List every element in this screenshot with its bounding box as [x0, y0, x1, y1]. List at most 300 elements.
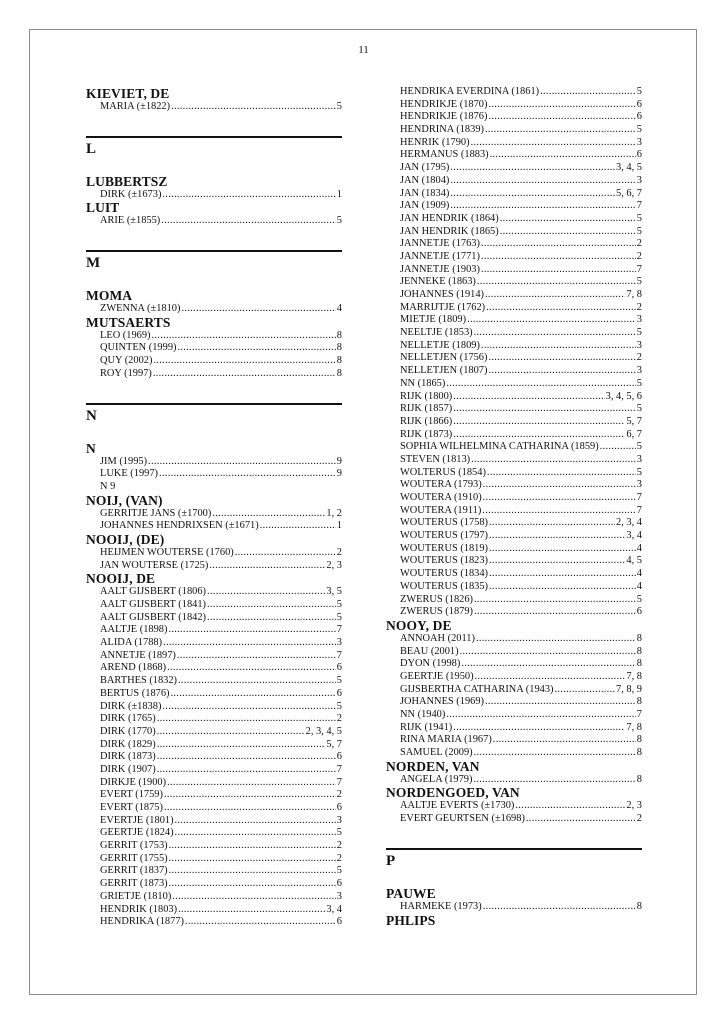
- dot-leader: [162, 189, 335, 202]
- dot-leader: [481, 264, 636, 277]
- dot-leader: [157, 739, 326, 752]
- index-entry: [386, 352, 642, 365]
- index-entry: [86, 916, 342, 929]
- dot-leader: [500, 226, 636, 239]
- index-entry: [386, 696, 642, 709]
- dot-leader: [485, 696, 636, 709]
- entry-name: JOHANNES (1914): [400, 289, 484, 300]
- index-entry: [386, 606, 642, 619]
- dot-leader: [446, 378, 635, 391]
- dot-leader: [515, 800, 625, 813]
- index-entry: [386, 124, 642, 137]
- index-entry: [86, 637, 342, 650]
- dot-leader: [489, 517, 615, 530]
- entry-pages: 5, 6, 7: [616, 187, 642, 199]
- index-entry: [386, 543, 642, 556]
- entry-name: WOUTERUS (1758): [400, 517, 489, 529]
- entry-pages: 2: [636, 250, 642, 262]
- surname-heading: NOOY, DE: [386, 617, 452, 633]
- entry-pages: 7: [636, 504, 642, 516]
- entry-name: JANNETJE (1763): [400, 238, 480, 250]
- entry-name: GIJSBERTHA CATHARINA (1943): [400, 683, 554, 695]
- entry-pages: 7: [636, 709, 642, 720]
- entry-name: JANNETJE (1903): [400, 263, 480, 275]
- entry-pages: 8: [636, 632, 642, 644]
- index-entry: [386, 517, 642, 530]
- entry-name: WOUTERUS (1819): [400, 542, 489, 554]
- dot-leader: [181, 303, 335, 316]
- dot-leader: [481, 238, 636, 251]
- index-entry: [86, 456, 342, 469]
- index-entry: [386, 365, 642, 378]
- index-entry: [86, 815, 342, 828]
- entry-name: HENRIK (1790): [400, 136, 470, 148]
- entry-pages: 3: [636, 339, 642, 351]
- surname-heading: N: [86, 440, 96, 456]
- dot-leader: [450, 175, 635, 188]
- entry-pages: 3, 4: [626, 530, 642, 542]
- entry-pages: 1, 2: [326, 507, 342, 519]
- dot-leader: [488, 111, 635, 124]
- index-entry: [386, 505, 642, 518]
- entry-name: JAN (1909): [400, 200, 450, 212]
- dot-leader: [177, 342, 335, 355]
- dot-leader: [475, 671, 626, 684]
- entry-name: GEERTJE (1950): [400, 670, 474, 682]
- dot-leader: [485, 289, 625, 302]
- index-entry: [386, 800, 642, 813]
- entry-pages: 5: [636, 327, 642, 339]
- entry-pages: 8: [636, 747, 642, 759]
- entry-name: NN (1865): [400, 377, 446, 389]
- entry-name: JOHANNES (1969): [400, 696, 484, 708]
- entry-name: BEAU (2001): [400, 645, 459, 657]
- entry-name: GERRITJE JANS (±1700): [100, 507, 212, 519]
- entry-name: JAN HENDRIK (1865): [400, 225, 499, 237]
- entry-name: HENDRIKJE (1870): [400, 98, 488, 110]
- entry-pages: 5: [636, 212, 642, 224]
- entry-pages: 8: [636, 696, 642, 708]
- entry-name: JOHANNES HENDRIXSEN (±1671): [100, 520, 259, 532]
- entry-name: EVERTJE (1801): [100, 814, 174, 826]
- entry-name: NELLETJE (1809): [400, 339, 480, 351]
- entry-pages: 5, 7: [326, 738, 342, 750]
- entry-name: EVERT (1875): [100, 802, 163, 813]
- dot-leader: [171, 101, 336, 114]
- index-entry: [386, 429, 642, 442]
- entry-pages: 8: [636, 658, 642, 670]
- entry-pages: 5: [336, 611, 342, 623]
- entry-name: RIJK (1800): [400, 390, 453, 402]
- index-entry: [386, 149, 642, 162]
- entry-name: ZWERUS (1826): [400, 593, 474, 605]
- index-entry: [86, 789, 342, 802]
- index-entry: [86, 688, 342, 701]
- index-entry: [86, 777, 342, 790]
- dot-leader: [153, 355, 335, 368]
- entry-pages: 7: [636, 200, 642, 212]
- surname-heading: NORDEN, VAN: [386, 758, 480, 774]
- entry-name: AALT GIJSBERT (1806): [100, 586, 206, 598]
- index-entry: [86, 468, 342, 481]
- dot-leader: [483, 492, 636, 505]
- index-entry: [386, 238, 642, 251]
- index-entry: [386, 188, 642, 201]
- index-entry: [86, 662, 342, 675]
- dot-leader: [555, 684, 616, 697]
- entry-pages: 5: [636, 377, 642, 389]
- letter-section-m: [86, 250, 342, 272]
- dot-leader: [489, 555, 625, 568]
- entry-pages: 6: [636, 606, 642, 618]
- entry-name: ARIE (±1855): [100, 215, 161, 227]
- entry-pages: 6: [636, 111, 642, 123]
- entry-name: JAN (1804): [400, 174, 450, 186]
- dot-leader: [162, 701, 335, 714]
- index-entry: [86, 713, 342, 726]
- entry-name: ANNETJE (1897): [100, 649, 176, 661]
- dot-leader: [450, 200, 635, 213]
- entry-pages: 2: [336, 789, 342, 801]
- index-entry: [386, 86, 642, 99]
- entry-pages: 7: [336, 624, 342, 636]
- index-entry: [86, 342, 342, 355]
- entry-name: STEVEN (1813): [400, 453, 471, 465]
- dot-leader: [207, 599, 336, 612]
- entry-pages: 4: [636, 568, 642, 580]
- entry-pages: 3: [636, 314, 642, 326]
- index-entry: [86, 481, 342, 494]
- index-entry: [86, 215, 342, 228]
- dot-leader: [157, 713, 336, 726]
- entry-pages: 2: [336, 852, 342, 864]
- index-entry: [386, 479, 642, 492]
- entry-pages: 5: [336, 215, 342, 227]
- entry-pages: 7, 8: [626, 721, 642, 733]
- entry-pages: 5: [636, 593, 642, 605]
- entry-pages: 5: [636, 225, 642, 237]
- entry-pages: 7: [336, 776, 342, 788]
- dot-leader: [235, 547, 336, 560]
- index-entry: [386, 555, 642, 568]
- entry-pages: 5: [636, 276, 642, 288]
- entry-pages: 5: [336, 675, 342, 687]
- dot-leader: [600, 441, 636, 454]
- entry-name: HEIJMEN WOUTERSE (1760): [100, 546, 234, 558]
- entry-pages: 4: [636, 580, 642, 592]
- entry-name: GRIETJE (1810): [100, 890, 172, 902]
- index-entry: [86, 853, 342, 866]
- dot-leader: [167, 777, 336, 790]
- entry-name: JENNEKE (1863): [400, 276, 476, 288]
- dot-leader: [485, 124, 636, 137]
- entry-pages: 2, 3, 4, 5: [305, 725, 342, 737]
- entry-name: HENDRIKJE (1876): [400, 111, 488, 123]
- index-entry: [386, 454, 642, 467]
- entry-name: BERTUS (1876): [100, 687, 170, 699]
- entry-pages: 7: [336, 763, 342, 775]
- letter-section-n: [86, 403, 342, 425]
- entry-name: DIRKJE (1900): [100, 776, 167, 788]
- index-entry: [86, 904, 342, 917]
- entry-pages: 7, 8, 9: [616, 683, 642, 695]
- dot-leader: [489, 543, 636, 556]
- entry-name: LEO (1969): [100, 329, 151, 341]
- index-entry: [386, 441, 642, 454]
- index-entry: [386, 646, 642, 659]
- letter-section-p: [386, 848, 642, 870]
- entry-name: JANNETJE (1771): [400, 250, 480, 262]
- dot-leader: [153, 368, 336, 381]
- dot-leader: [490, 149, 636, 162]
- entry-name: RIJK (1941): [400, 721, 453, 733]
- section-letter: M: [86, 255, 101, 272]
- index-entry: [386, 492, 642, 505]
- index-entry: [386, 137, 642, 150]
- surname-heading: NOOIJ, DE: [86, 571, 156, 587]
- index-entry: [386, 747, 642, 760]
- index-entry: [386, 340, 642, 353]
- entry-pages: 1: [336, 520, 342, 532]
- entry-pages: 3, 5: [326, 586, 342, 598]
- entry-name: DIRK (1770): [100, 725, 156, 737]
- entry-name: WOUTERA (1793): [400, 479, 482, 491]
- dot-leader: [175, 815, 336, 828]
- index-entry: [386, 734, 642, 747]
- entry-name: HENDRIKA (1877): [100, 916, 184, 928]
- entry-name: ZWENNA (±1810): [100, 303, 181, 315]
- dot-leader: [540, 86, 636, 99]
- dot-leader: [169, 865, 336, 878]
- entry-pages: 2: [636, 238, 642, 250]
- dot-leader: [489, 568, 636, 581]
- index-entry: [386, 901, 642, 914]
- surname-heading: KIEVIET, DE: [86, 86, 170, 101]
- entry-name: N 9: [100, 480, 116, 492]
- entry-pages: 5: [636, 86, 642, 97]
- index-entry: [386, 581, 642, 594]
- index-entry: [386, 289, 642, 302]
- dot-leader: [260, 520, 336, 533]
- entry-pages: 2: [336, 713, 342, 725]
- entry-name: NN (1940): [400, 709, 446, 720]
- index-entry: [386, 327, 642, 340]
- index-entry: [86, 878, 342, 891]
- surname-heading: LUBBERTSZ: [86, 173, 168, 189]
- entry-pages: 3, 4, 5: [616, 162, 642, 174]
- entry-pages: 5, 7: [626, 415, 642, 427]
- entry-pages: 5: [336, 101, 342, 112]
- entry-name: NEELTJE (1853): [400, 327, 473, 339]
- dot-leader: [467, 314, 636, 327]
- dot-leader: [171, 688, 336, 701]
- entry-pages: 9: [336, 468, 342, 480]
- entry-pages: 3: [336, 890, 342, 902]
- surname-heading: NOOIJ, (DE): [86, 531, 165, 547]
- dot-leader: [157, 764, 336, 777]
- dot-leader: [163, 637, 336, 650]
- entry-name: DIRK (1765): [100, 713, 156, 725]
- entry-pages: 9: [336, 455, 342, 467]
- entry-name: WOUTERUS (1834): [400, 568, 489, 580]
- entry-pages: 8: [636, 900, 642, 912]
- entry-pages: 3: [336, 637, 342, 649]
- index-column-right: [386, 86, 642, 928]
- index-entry: [386, 671, 642, 684]
- entry-name: DYON (1998): [400, 658, 461, 670]
- dot-leader: [493, 734, 636, 747]
- entry-pages: 3: [636, 174, 642, 186]
- entry-name: MARRIJTJE (1762): [400, 301, 486, 313]
- index-entry: [386, 162, 642, 175]
- dot-leader: [453, 429, 625, 442]
- entry-pages: 4: [636, 542, 642, 554]
- index-entry: [386, 391, 642, 404]
- entry-name: ANNOAH (2011): [400, 632, 475, 644]
- index-entry: [86, 802, 342, 815]
- entry-pages: 4: [336, 303, 342, 315]
- entry-pages: 4, 5: [626, 555, 642, 567]
- dot-leader: [474, 327, 636, 340]
- entry-pages: 6: [336, 662, 342, 674]
- index-entry: [386, 251, 642, 264]
- dot-leader: [474, 606, 636, 619]
- entry-pages: 6: [636, 149, 642, 161]
- entry-pages: 2: [336, 546, 342, 558]
- entry-pages: 8: [336, 355, 342, 367]
- entry-name: HARMEKE (1973): [400, 900, 482, 912]
- dot-leader: [488, 99, 635, 112]
- dot-leader: [460, 646, 636, 659]
- index-entry: [86, 701, 342, 714]
- dot-leader: [164, 789, 336, 802]
- dot-leader: [500, 213, 636, 226]
- index-entry: [386, 378, 642, 391]
- entry-name: LUKE (1997): [100, 468, 159, 480]
- entry-name: RINA MARIA (1967): [400, 734, 492, 746]
- entry-pages: 6: [336, 916, 342, 928]
- entry-pages: 7: [636, 263, 642, 275]
- entry-name: QUINTEN (1999): [100, 342, 177, 354]
- entry-name: WOLTERUS (1854): [400, 466, 486, 478]
- entry-name: WOUTERA (1910): [400, 492, 482, 503]
- section-letter: N: [86, 407, 97, 424]
- entry-name: RIJK (1873): [400, 428, 453, 440]
- index-entry: [86, 612, 342, 625]
- entry-pages: 3, 4, 5, 6: [605, 390, 642, 402]
- dot-leader: [453, 722, 625, 735]
- index-entry: [86, 865, 342, 878]
- index-entry: [86, 303, 342, 316]
- index-entry: [386, 568, 642, 581]
- entry-pages: 6: [336, 878, 342, 890]
- index-entry: [386, 633, 642, 646]
- entry-pages: 5: [636, 441, 642, 453]
- surname-heading: PHLIPS: [386, 912, 436, 928]
- dot-leader: [157, 726, 305, 739]
- entry-name: AREND (1868): [100, 662, 167, 674]
- dot-leader: [169, 878, 336, 891]
- entry-name: DIRK (±1673): [100, 188, 162, 200]
- surname-heading: PAUWE: [386, 885, 436, 901]
- entry-pages: 5: [336, 599, 342, 610]
- index-entry: [86, 547, 342, 560]
- dot-leader: [489, 581, 636, 594]
- entry-name: GERRIT (1837): [100, 865, 168, 877]
- dot-leader: [185, 916, 336, 929]
- entry-name: DIRK (1907): [100, 763, 156, 775]
- entry-pages: 3: [636, 479, 642, 491]
- section-letter: P: [386, 852, 396, 869]
- entry-name: AALTJE EVERTS (±1730): [400, 800, 515, 812]
- index-entry: [86, 764, 342, 777]
- entry-name: AALTJE (1898): [100, 624, 168, 636]
- dot-leader: [212, 508, 325, 521]
- dot-leader: [488, 352, 635, 365]
- entry-name: GEERTJE (1824): [100, 827, 174, 839]
- index-entry: [386, 99, 642, 112]
- entry-name: AALT GIJSBERT (1842): [100, 611, 206, 623]
- dot-leader: [177, 650, 336, 663]
- dot-leader: [450, 162, 615, 175]
- section-divider: [86, 136, 342, 138]
- entry-name: JAN WOUTERSE (1725): [100, 559, 209, 571]
- dot-leader: [168, 624, 335, 637]
- entry-name: DIRK (1873): [100, 751, 156, 763]
- dot-leader: [178, 904, 325, 917]
- entry-name: NELLETJEN (1807): [400, 365, 488, 377]
- index-entry: [86, 891, 342, 904]
- index-entry: [386, 111, 642, 124]
- index-entry: [86, 586, 342, 599]
- entry-pages: 2, 3, 4: [616, 517, 642, 529]
- entry-pages: 8: [336, 329, 342, 341]
- index-entry: [386, 684, 642, 697]
- dot-leader: [453, 403, 636, 416]
- entry-name: WOUTERUS (1797): [400, 530, 489, 542]
- dot-leader: [471, 137, 636, 150]
- dot-leader: [148, 456, 336, 469]
- surname-heading: LUIT: [86, 200, 120, 216]
- dot-leader: [450, 188, 615, 201]
- entry-pages: 8: [336, 367, 342, 379]
- entry-pages: 1: [336, 188, 342, 200]
- dot-leader: [488, 365, 635, 378]
- entry-pages: 8: [636, 773, 642, 785]
- entry-pages: 7, 8: [626, 289, 642, 300]
- dot-leader: [161, 215, 336, 228]
- entry-pages: 2, 3: [326, 559, 342, 571]
- dot-leader: [152, 330, 336, 343]
- entry-name: EVERT GEURTSEN (±1698): [400, 813, 525, 825]
- entry-pages: 3: [336, 814, 342, 826]
- entry-pages: 6: [336, 802, 342, 813]
- surname-heading: MOMA: [86, 288, 133, 304]
- index-entry: [386, 530, 642, 543]
- entry-pages: 3: [636, 365, 642, 377]
- dot-leader: [207, 612, 336, 625]
- entry-pages: 3: [636, 136, 642, 148]
- entry-pages: 8: [336, 342, 342, 354]
- index-entry: [86, 840, 342, 853]
- index-entry: [86, 508, 342, 521]
- entry-name: HENDRIK (1803): [100, 903, 178, 915]
- entry-name: BARTHES (1832): [100, 675, 178, 687]
- entry-name: WOUTERA (1911): [400, 504, 482, 516]
- dot-leader: [461, 658, 635, 671]
- dot-leader: [474, 594, 636, 607]
- index-entry: [386, 416, 642, 429]
